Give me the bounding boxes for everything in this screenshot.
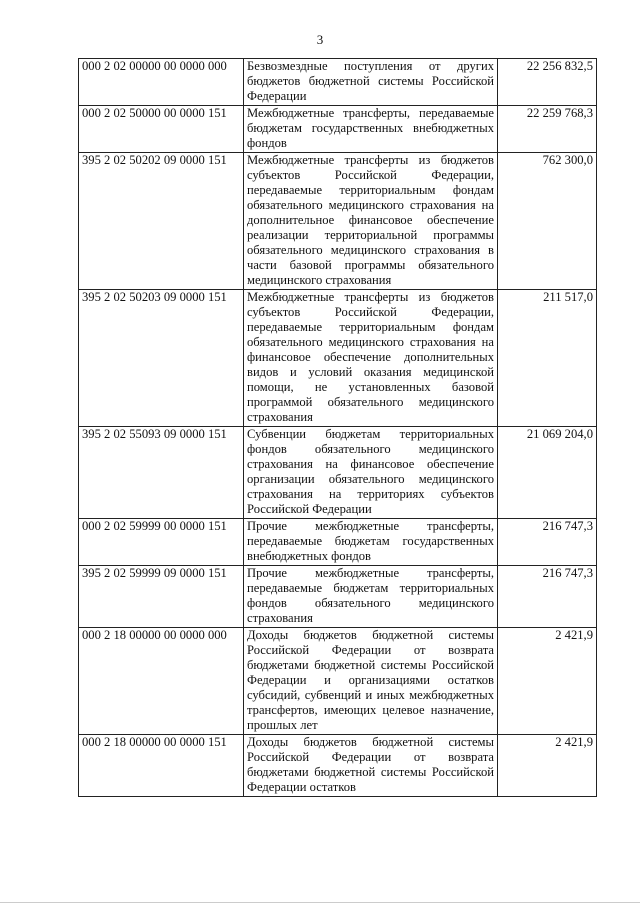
page-bottom-edge bbox=[0, 902, 640, 903]
amount-cell: 762 300,0 bbox=[498, 153, 597, 290]
budget-code-cell: 395 2 02 50202 09 0000 151 bbox=[79, 153, 244, 290]
budget-code-cell: 000 2 18 00000 00 0000 000 bbox=[79, 628, 244, 735]
description-cell: Доходы бюджетов бюджетной системы Российской Федерации от возврата бюджетами бюджетной системы Российской Федерации и организациями остатков субсидий, субвенций и иных межбюджетных трансфертов, имеющих целевое назначение, прошлых лет bbox=[244, 628, 498, 735]
amount-cell: 211 517,0 bbox=[498, 290, 597, 427]
description-cell: Субвенции бюджетам территориальных фондов обязательного медицинского страхования на финансовое обеспечение организации обязательного медицинского страхования на территориях субъектов Российской Федерации bbox=[244, 427, 498, 519]
table-row bbox=[79, 519, 597, 566]
budget-code-cell: 395 2 02 50203 09 0000 151 bbox=[79, 290, 244, 427]
table-row bbox=[79, 427, 597, 519]
budget-code-cell: 000 2 18 00000 00 0000 151 bbox=[79, 735, 244, 797]
table-row bbox=[79, 628, 597, 735]
description-cell: Прочие межбюджетные трансферты, передаваемые бюджетам территориальных фондов обязательного медицинского страхования bbox=[244, 566, 498, 628]
description-cell: Доходы бюджетов бюджетной системы Российской Федерации от возврата бюджетами бюджетной системы Российской Федерации остатков bbox=[244, 735, 498, 797]
table-row bbox=[79, 153, 597, 290]
table-row bbox=[79, 566, 597, 628]
description-cell: Безвозмездные поступления от других бюджетов бюджетной системы Российской Федерации bbox=[244, 59, 498, 106]
amount-cell: 216 747,3 bbox=[498, 519, 597, 566]
description-cell: Межбюджетные трансферты из бюджетов субъектов Российской Федерации, передаваемые территориальным фондам обязательного медицинского страхования на финансовое обеспечение дополнительных видов и условий оказания медицинской помощи, не установленных базовой программой обязательного медицинского страхования bbox=[244, 290, 498, 427]
budget-code-cell: 000 2 02 00000 00 0000 000 bbox=[79, 59, 244, 106]
amount-cell: 22 256 832,5 bbox=[498, 59, 597, 106]
amount-cell: 21 069 204,0 bbox=[498, 427, 597, 519]
budget-revenue-table bbox=[78, 58, 597, 797]
page-number: 3 bbox=[316, 32, 324, 47]
amount-cell: 22 259 768,3 bbox=[498, 106, 597, 153]
amount-cell: 2 421,9 bbox=[498, 735, 597, 797]
description-cell: Прочие межбюджетные трансферты, передаваемые бюджетам государственных внебюджетных фондов bbox=[244, 519, 498, 566]
budget-code-cell: 000 2 02 50000 00 0000 151 bbox=[79, 106, 244, 153]
budget-code-cell: 395 2 02 59999 09 0000 151 bbox=[79, 566, 244, 628]
table-row bbox=[79, 106, 597, 153]
description-cell: Межбюджетные трансферты из бюджетов субъектов Российской Федерации, передаваемые территориальным фондам обязательного медицинского страхования на дополнительное финансовое обеспечение реализации территориальной программы обязательного медицинского страхования в части базовой программы обязательного медицинского страхования bbox=[244, 153, 498, 290]
amount-cell: 2 421,9 bbox=[498, 628, 597, 735]
table-row bbox=[79, 735, 597, 797]
amount-cell: 216 747,3 bbox=[498, 566, 597, 628]
description-cell: Межбюджетные трансферты, передаваемые бюджетам государственных внебюджетных фондов bbox=[244, 106, 498, 153]
table-row bbox=[79, 59, 597, 106]
budget-code-cell: 000 2 02 59999 00 0000 151 bbox=[79, 519, 244, 566]
budget-code-cell: 395 2 02 55093 09 0000 151 bbox=[79, 427, 244, 519]
table-row bbox=[79, 290, 597, 427]
